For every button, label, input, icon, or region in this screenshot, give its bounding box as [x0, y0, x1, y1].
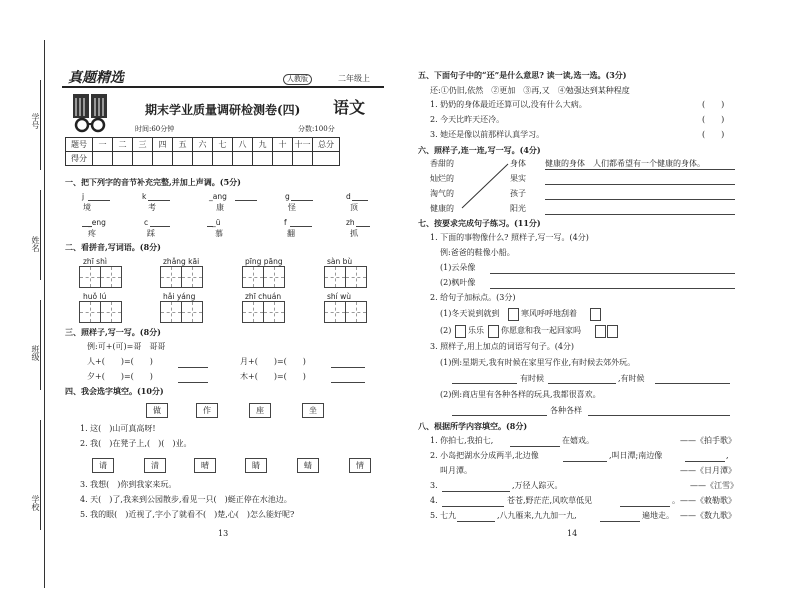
s7-keyword: 有时候 — [520, 374, 544, 383]
section-3-title: 三、照样子,写一写。(8分) — [65, 327, 161, 337]
s8-line: 遍地走。 — [642, 511, 674, 520]
s2-pinyin: pīng pāng — [245, 257, 283, 266]
page-number-left: 13 — [218, 529, 229, 538]
score-total-label: 分数:100分 — [298, 125, 335, 133]
s3-item: 木+( )=( ) — [240, 372, 306, 381]
score-head: 一 — [93, 138, 113, 152]
s7-answer-line[interactable] — [490, 273, 735, 274]
score-cell[interactable] — [133, 152, 153, 166]
s1-pinyin: g — [285, 192, 290, 201]
writing-grid[interactable] — [160, 266, 182, 288]
s1-char: 境 — [83, 203, 91, 212]
choice-char-box: 睛 — [245, 458, 267, 473]
s6-write-line[interactable] — [545, 184, 735, 185]
s1-pinyin: _ang — [209, 192, 227, 201]
section-8-title: 八、根据所学内容填空。(8分) — [418, 421, 528, 431]
writing-grid[interactable] — [242, 301, 264, 323]
score-head: 八 — [233, 138, 253, 152]
s7-answer-line[interactable] — [655, 383, 730, 384]
s8-blank[interactable] — [620, 506, 670, 507]
writing-grid[interactable] — [181, 301, 203, 323]
section-7-title: 七、按要求完成句子练习。(11分) — [418, 218, 541, 228]
writing-grid[interactable] — [263, 266, 285, 288]
s1-blank[interactable] — [88, 200, 110, 201]
score-cell[interactable] — [213, 152, 233, 166]
s7-q2: 2. 给句子加标点。(3分) — [430, 293, 516, 302]
s7-answer-line[interactable] — [490, 288, 735, 289]
s1-pinyin: _eng — [88, 218, 106, 227]
s6-right-word: 孩子 — [510, 189, 526, 198]
s6-left-word: 淘气的 — [430, 189, 454, 198]
s6-left-word: 香甜的 — [430, 159, 454, 168]
s1-char: 顶 — [350, 203, 358, 212]
s7-keyword: ,有时候 — [618, 374, 645, 383]
choice-char-box: 蜻 — [297, 458, 319, 473]
s3-blank[interactable] — [178, 367, 208, 368]
s7-example: 例:爸爸的鞋像小船。 — [440, 248, 515, 257]
s3-blank[interactable] — [331, 382, 365, 383]
s1-pinyin: _ü — [212, 218, 221, 227]
score-head: 七 — [213, 138, 233, 152]
s1-pinyin: k — [142, 192, 147, 201]
score-row-label: 得分 — [66, 152, 93, 166]
s4-question: 2. 我( )在凳子上,( )( )业。 — [80, 439, 192, 448]
s6-write-line[interactable] — [545, 199, 735, 200]
writing-grid[interactable] — [160, 301, 182, 323]
s6-right-word: 果实 — [510, 174, 526, 183]
s8-source: 。——《敕勒歌》 — [672, 496, 736, 505]
exam-title: 期末学业质量调研检测卷(四) — [145, 103, 301, 117]
s7-q3: 3. 照样子,用上加点的词语写句子。(4分) — [430, 342, 575, 351]
s4-question: 3. 我想( )你到我家来玩。 — [80, 480, 177, 489]
score-head: 十一 — [293, 138, 313, 152]
s2-pinyin: sàn bù — [327, 257, 353, 266]
s6-example: 健康的身体 人们都希望有一个健康的身体。 — [545, 159, 705, 168]
score-cell[interactable] — [93, 152, 113, 166]
score-head: 六 — [193, 138, 213, 152]
s3-blank[interactable] — [331, 367, 365, 368]
score-cell[interactable] — [253, 152, 273, 166]
s6-left-word: 灿烂的 — [430, 174, 454, 183]
s8-line: ,叫日潭;南边像 — [609, 451, 663, 460]
score-cell[interactable] — [293, 152, 313, 166]
s8-line: 5. 七九 — [430, 511, 457, 520]
s1-blank[interactable] — [148, 200, 170, 201]
s2-pinyin: huǒ lú — [83, 292, 107, 301]
s7-punct-sentence: 你愿意和我一起回家吗 — [501, 326, 581, 335]
s1-char: 慕 — [215, 229, 223, 238]
s1-blank[interactable] — [291, 200, 313, 201]
s1-char: 考 — [148, 203, 156, 212]
choice-char-box: 情 — [349, 458, 371, 473]
header-rule — [62, 86, 384, 88]
s2-pinyin: zhī chuán — [245, 292, 282, 301]
s8-line: ,万径人踪灭。 — [512, 481, 563, 490]
punctuation-box[interactable] — [455, 325, 466, 338]
s8-line: 苍苍,野茫茫,风吹草低见 — [507, 496, 593, 505]
grade-label: 二年级上 — [338, 74, 370, 83]
s8-source: ——《江雪》 — [690, 481, 738, 490]
score-cell[interactable] — [273, 152, 293, 166]
choice-char-box: 座 — [249, 403, 271, 418]
section-6-title: 六、照样子,连一连,写一写。(4分) — [418, 145, 541, 155]
s1-char: 踩 — [147, 229, 155, 238]
writing-grid[interactable] — [345, 301, 367, 323]
s4-question: 1. 这( )山可真高呀! — [80, 424, 156, 433]
s8-source: ——《日月潭》 — [680, 466, 736, 475]
sidebar-label-class: 班级 — [31, 345, 40, 361]
sidebar-label-id: 学号 — [31, 113, 40, 129]
choice-char-box: 晴 — [194, 458, 216, 473]
writing-grid[interactable] — [79, 301, 101, 323]
sidebar-label-name: 姓名 — [31, 236, 40, 252]
s8-line: 4. — [430, 496, 438, 505]
s5-answer-paren[interactable]: ( ) — [702, 115, 725, 124]
s3-item: 月+( )=( ) — [240, 357, 306, 366]
s7-punct-sentence: (2) — [440, 326, 452, 335]
time-label: 时间:60分钟 — [135, 125, 175, 133]
s8-line: , — [726, 451, 729, 460]
score-head: 十 — [273, 138, 293, 152]
s1-blank[interactable] — [207, 226, 213, 227]
edition-badge: 人教版 — [283, 74, 312, 85]
writing-grid[interactable] — [100, 266, 122, 288]
s8-blank[interactable] — [685, 461, 725, 462]
s1-pinyin: d — [346, 192, 351, 201]
brand-title: 真题精选 — [68, 70, 124, 86]
writing-grid[interactable] — [324, 266, 346, 288]
writing-grid[interactable] — [345, 266, 367, 288]
s1-blank[interactable] — [356, 226, 370, 227]
book-glasses-logo — [70, 92, 110, 134]
s4-question: 5. 我的眼( )近视了,字小了就看不( )楚,心( )怎么能好呢? — [80, 510, 295, 519]
s7-punct-sentence: 寒风呼呼地刮着 — [521, 309, 577, 318]
s6-right-word: 身体 — [510, 159, 526, 168]
s7-example: (1)例:星期天,我有时候在家里写作业,有时候去郊外玩。 — [440, 358, 636, 367]
s8-line: 2. 小岛把湖水分成两半,北边像 — [430, 451, 539, 460]
s1-pinyin: f — [284, 218, 287, 227]
s6-write-line[interactable] — [545, 214, 735, 215]
s8-line: 叫月潭。 — [440, 466, 472, 475]
choice-char-box: 清 — [144, 458, 166, 473]
s7-punct-sentence: 乐乐 — [468, 326, 484, 335]
s1-blank[interactable] — [352, 200, 368, 201]
s7-answer-line[interactable] — [452, 415, 547, 416]
choice-char-box: 做 — [146, 403, 168, 418]
score-cell[interactable] — [113, 152, 133, 166]
s5-item: 3. 她还是像以前那样认真学习。 — [430, 130, 545, 139]
s3-blank[interactable] — [178, 382, 208, 383]
s1-char: 翻 — [287, 229, 295, 238]
page-number-right: 14 — [567, 529, 578, 538]
punctuation-box[interactable] — [607, 325, 618, 338]
s8-blank[interactable] — [600, 521, 640, 522]
s1-blank[interactable] — [290, 226, 312, 227]
s7-prompt: (2)枫叶像 — [440, 278, 476, 287]
s7-keyword: 各种各样 — [550, 406, 582, 415]
s8-source: ——《数九歌》 — [680, 511, 736, 520]
s1-pinyin: c — [144, 218, 149, 227]
s5-options: 还:①仍旧,依然 ②更加 ③再,又 ④勉强达到某种程度 — [430, 86, 630, 95]
sidebar-fill-line — [40, 80, 41, 170]
s4-question: 4. 天( )了,我来到公园散步,看见一只( )蜓正停在水池边。 — [80, 495, 292, 504]
s1-blank[interactable] — [235, 200, 257, 201]
s2-pinyin: zhī shì — [83, 257, 107, 266]
sidebar-fill-line — [40, 300, 41, 390]
s1-blank[interactable] — [150, 226, 170, 227]
s6-right-word: 阳光 — [510, 204, 526, 213]
sidebar-fill-line — [40, 420, 41, 530]
s8-line: 在嬉戏。 — [562, 436, 594, 445]
s8-blank[interactable] — [457, 521, 495, 522]
s1-blank[interactable] — [82, 226, 92, 227]
s7-answer-line[interactable] — [452, 383, 517, 384]
score-cell[interactable] — [313, 152, 340, 166]
s3-example: 例:可+(可)=哥 哥哥 — [87, 342, 166, 351]
s6-left-word: 健康的 — [430, 204, 454, 213]
score-cell[interactable] — [153, 152, 173, 166]
writing-grid[interactable] — [263, 301, 285, 323]
score-head: 题号 — [66, 138, 93, 152]
writing-grid[interactable] — [100, 301, 122, 323]
s7-q1: 1. 下面的事物像什么? 照样子,写一写。(4分) — [430, 233, 589, 242]
punctuation-box[interactable] — [508, 308, 519, 321]
s5-item: 1. 奶奶的身体最近还算可以,没有什么大病。 — [430, 100, 587, 109]
choice-char-box: 作 — [196, 403, 218, 418]
choice-char-box: 请 — [92, 458, 114, 473]
s8-line: 1. 你拍七,我拍七, — [430, 436, 494, 445]
sidebar-label-school: 学校 — [31, 495, 40, 511]
writing-grid[interactable] — [324, 301, 346, 323]
punctuation-box[interactable] — [590, 308, 601, 321]
choice-char-box: 坐 — [302, 403, 324, 418]
writing-grid[interactable] — [181, 266, 203, 288]
score-head: 四 — [153, 138, 173, 152]
score-head: 五 — [173, 138, 193, 152]
writing-grid[interactable] — [242, 266, 264, 288]
s2-pinyin: shí wù — [327, 292, 352, 301]
s8-blank[interactable] — [510, 446, 560, 447]
writing-grid[interactable] — [79, 266, 101, 288]
score-cell[interactable] — [173, 152, 193, 166]
s8-source: ——《拍手歌》 — [680, 436, 736, 445]
subject-title: 语文 — [333, 98, 366, 117]
s1-char: 抓 — [350, 229, 358, 238]
score-head: 二 — [113, 138, 133, 152]
s5-answer-paren[interactable]: ( ) — [702, 130, 725, 139]
s1-pinyin: j — [82, 192, 85, 201]
section-5-title: 五、下面句子中的“还”是什么意思? 读一读,选一选。(3分) — [418, 70, 627, 80]
s8-line: 3. — [430, 481, 438, 490]
s1-char: 康 — [216, 203, 224, 212]
s6-write-line[interactable] — [545, 169, 735, 170]
s2-pinyin: hǎi yáng — [163, 292, 196, 301]
sidebar-binding-line — [44, 40, 45, 588]
section-1-title: 一、把下列字的音节补充完整,并加上声调。(5分) — [65, 177, 241, 187]
punctuation-box[interactable] — [488, 325, 499, 338]
s7-punct-sentence: (1)冬天说到就到 — [440, 309, 500, 318]
punctuation-box[interactable] — [595, 325, 606, 338]
score-table — [65, 137, 340, 166]
s7-prompt: (1)云朵像 — [440, 263, 476, 272]
s7-answer-line[interactable] — [588, 415, 730, 416]
s3-item: 人+( )=( ) — [87, 357, 153, 366]
s7-example: (2)例:商店里有各种各样的玩具,我都很喜欢。 — [440, 390, 601, 399]
s8-blank[interactable] — [442, 491, 510, 492]
score-head: 总分 — [313, 138, 340, 152]
s7-answer-line[interactable] — [548, 383, 616, 384]
s6-connect-line — [458, 158, 512, 218]
s1-char: 怪 — [288, 203, 296, 212]
section-2-title: 二、看拼音,写词语。(8分) — [65, 242, 161, 252]
score-cell[interactable] — [193, 152, 213, 166]
s5-answer-paren[interactable]: ( ) — [702, 100, 725, 109]
s1-pinyin: zh — [346, 218, 355, 227]
s8-blank[interactable] — [563, 461, 607, 462]
s8-line: ,八九雁来,九九加一九, — [497, 511, 577, 520]
sidebar-fill-line — [40, 190, 41, 280]
s3-item: 夕+( )=( ) — [87, 372, 153, 381]
section-4-title: 四、我会选字填空。(10分) — [65, 386, 164, 396]
s8-blank[interactable] — [442, 506, 504, 507]
s2-pinyin: zhǎng kāi — [163, 257, 200, 266]
score-head: 九 — [253, 138, 273, 152]
s5-item: 2. 今天比昨天还冷。 — [430, 115, 505, 124]
score-head: 三 — [133, 138, 153, 152]
score-cell[interactable] — [233, 152, 253, 166]
s1-char: 疼 — [88, 229, 96, 238]
